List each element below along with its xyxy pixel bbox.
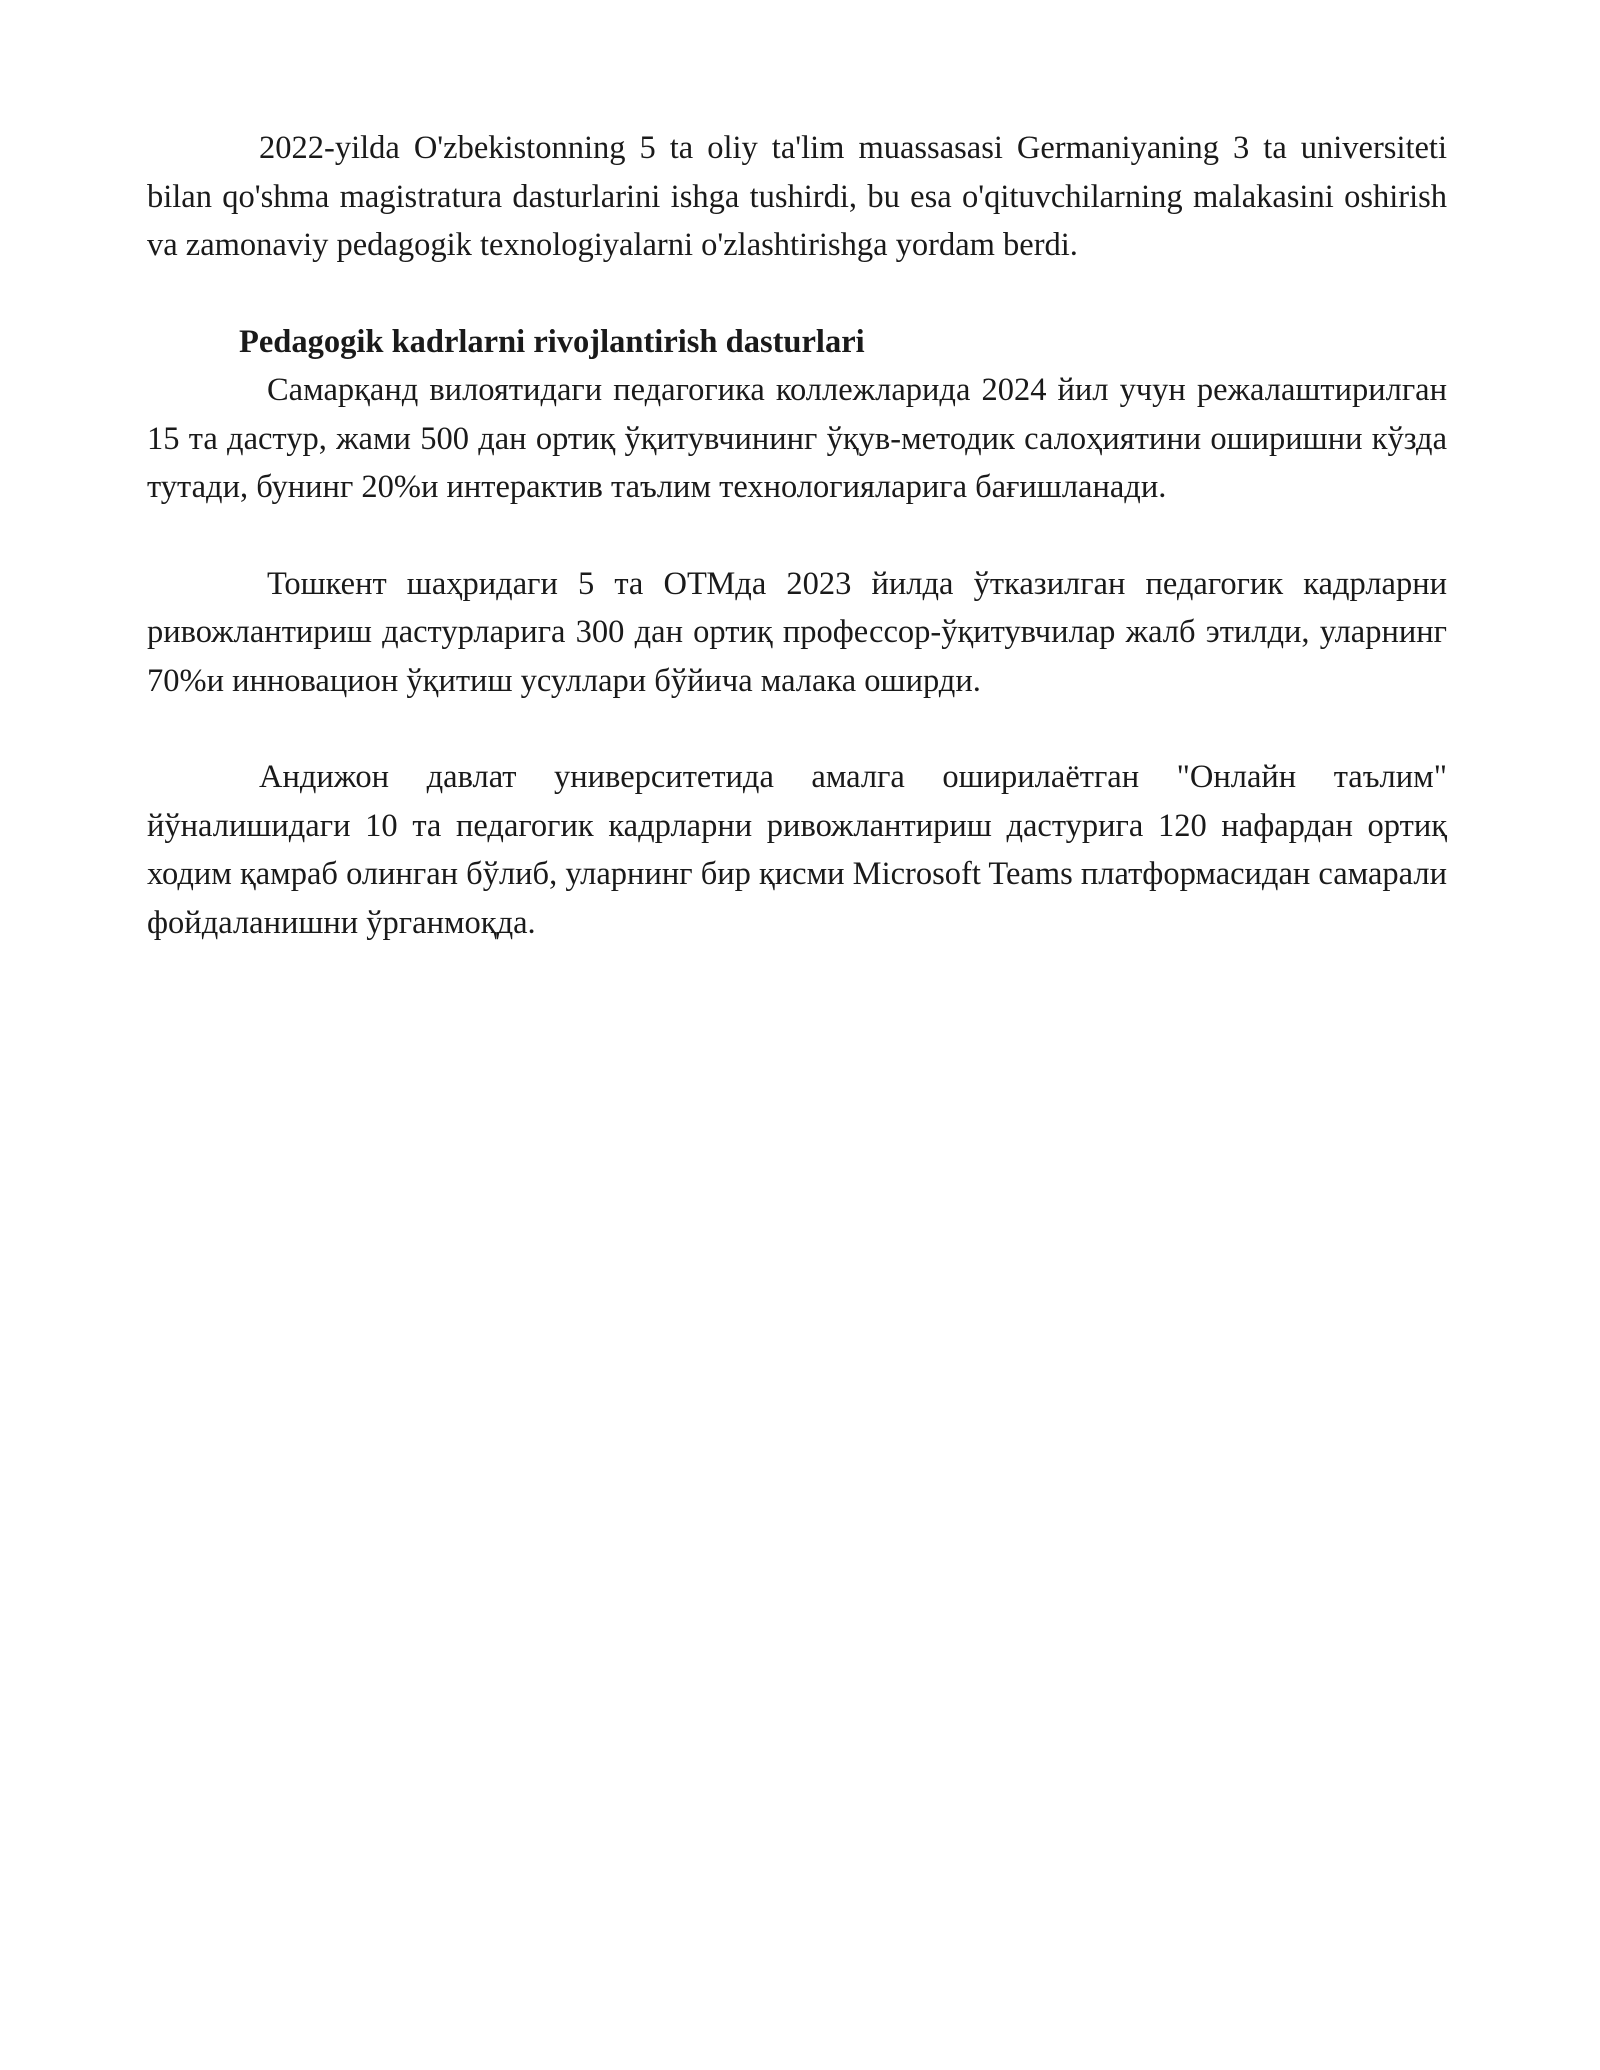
section-heading: Pedagogik kadrlarni rivojlantirish dasturlari [239, 323, 865, 360]
paragraph-tashkent: Тошкент шаҳридаги 5 та ОТМда 2023 йилда ўтказилган педагогик кадрларни ривожлантириш дастурларига 300 дан ортиқ профессор-ўқитувчилар жалб этилди, уларнинг 70%и инновацион ўқитиш усуллари бўйича малака оширди. [147, 565, 1447, 699]
paragraph-samarkand: Самарқанд вилоятидаги педагогика коллежларида 2024 йил учун режалаштирилган 15 та дастур, жами 500 дан ортиқ ўқитувчининг ўқув-методик салоҳиятини оширишни кўзда тутади, бунинг 20%и интерактив таълим технологияларига бағишланади. [147, 372, 1447, 505]
paragraph-joint-masters: 2022-yilda O'zbekistonning 5 ta oliy ta'lim muassasasi Germaniyaning 3 ta universiteti bilan qo'shma magistratura dasturlarini ishga tushirdi, bu esa o'qituvchilarning malakasini oshirish va zamonaviy pedagogik texnologiyalarni o'zlashtirishga yordam berdi. [147, 130, 1447, 263]
document-body [147, 124, 1447, 947]
paragraph-andijan: Андижон давлат университетида амалга оширилаётган "Онлайн таълим" йўналишидаги 10 та педагогик кадрларни ривожлантириш дастурига 120 нафардан ортиқ ходим қамраб олинган бўлиб, уларнинг бир қисми Microsoft Teams платформасидан самарали фойдаланишни ўрганмоқда. [147, 759, 1447, 941]
